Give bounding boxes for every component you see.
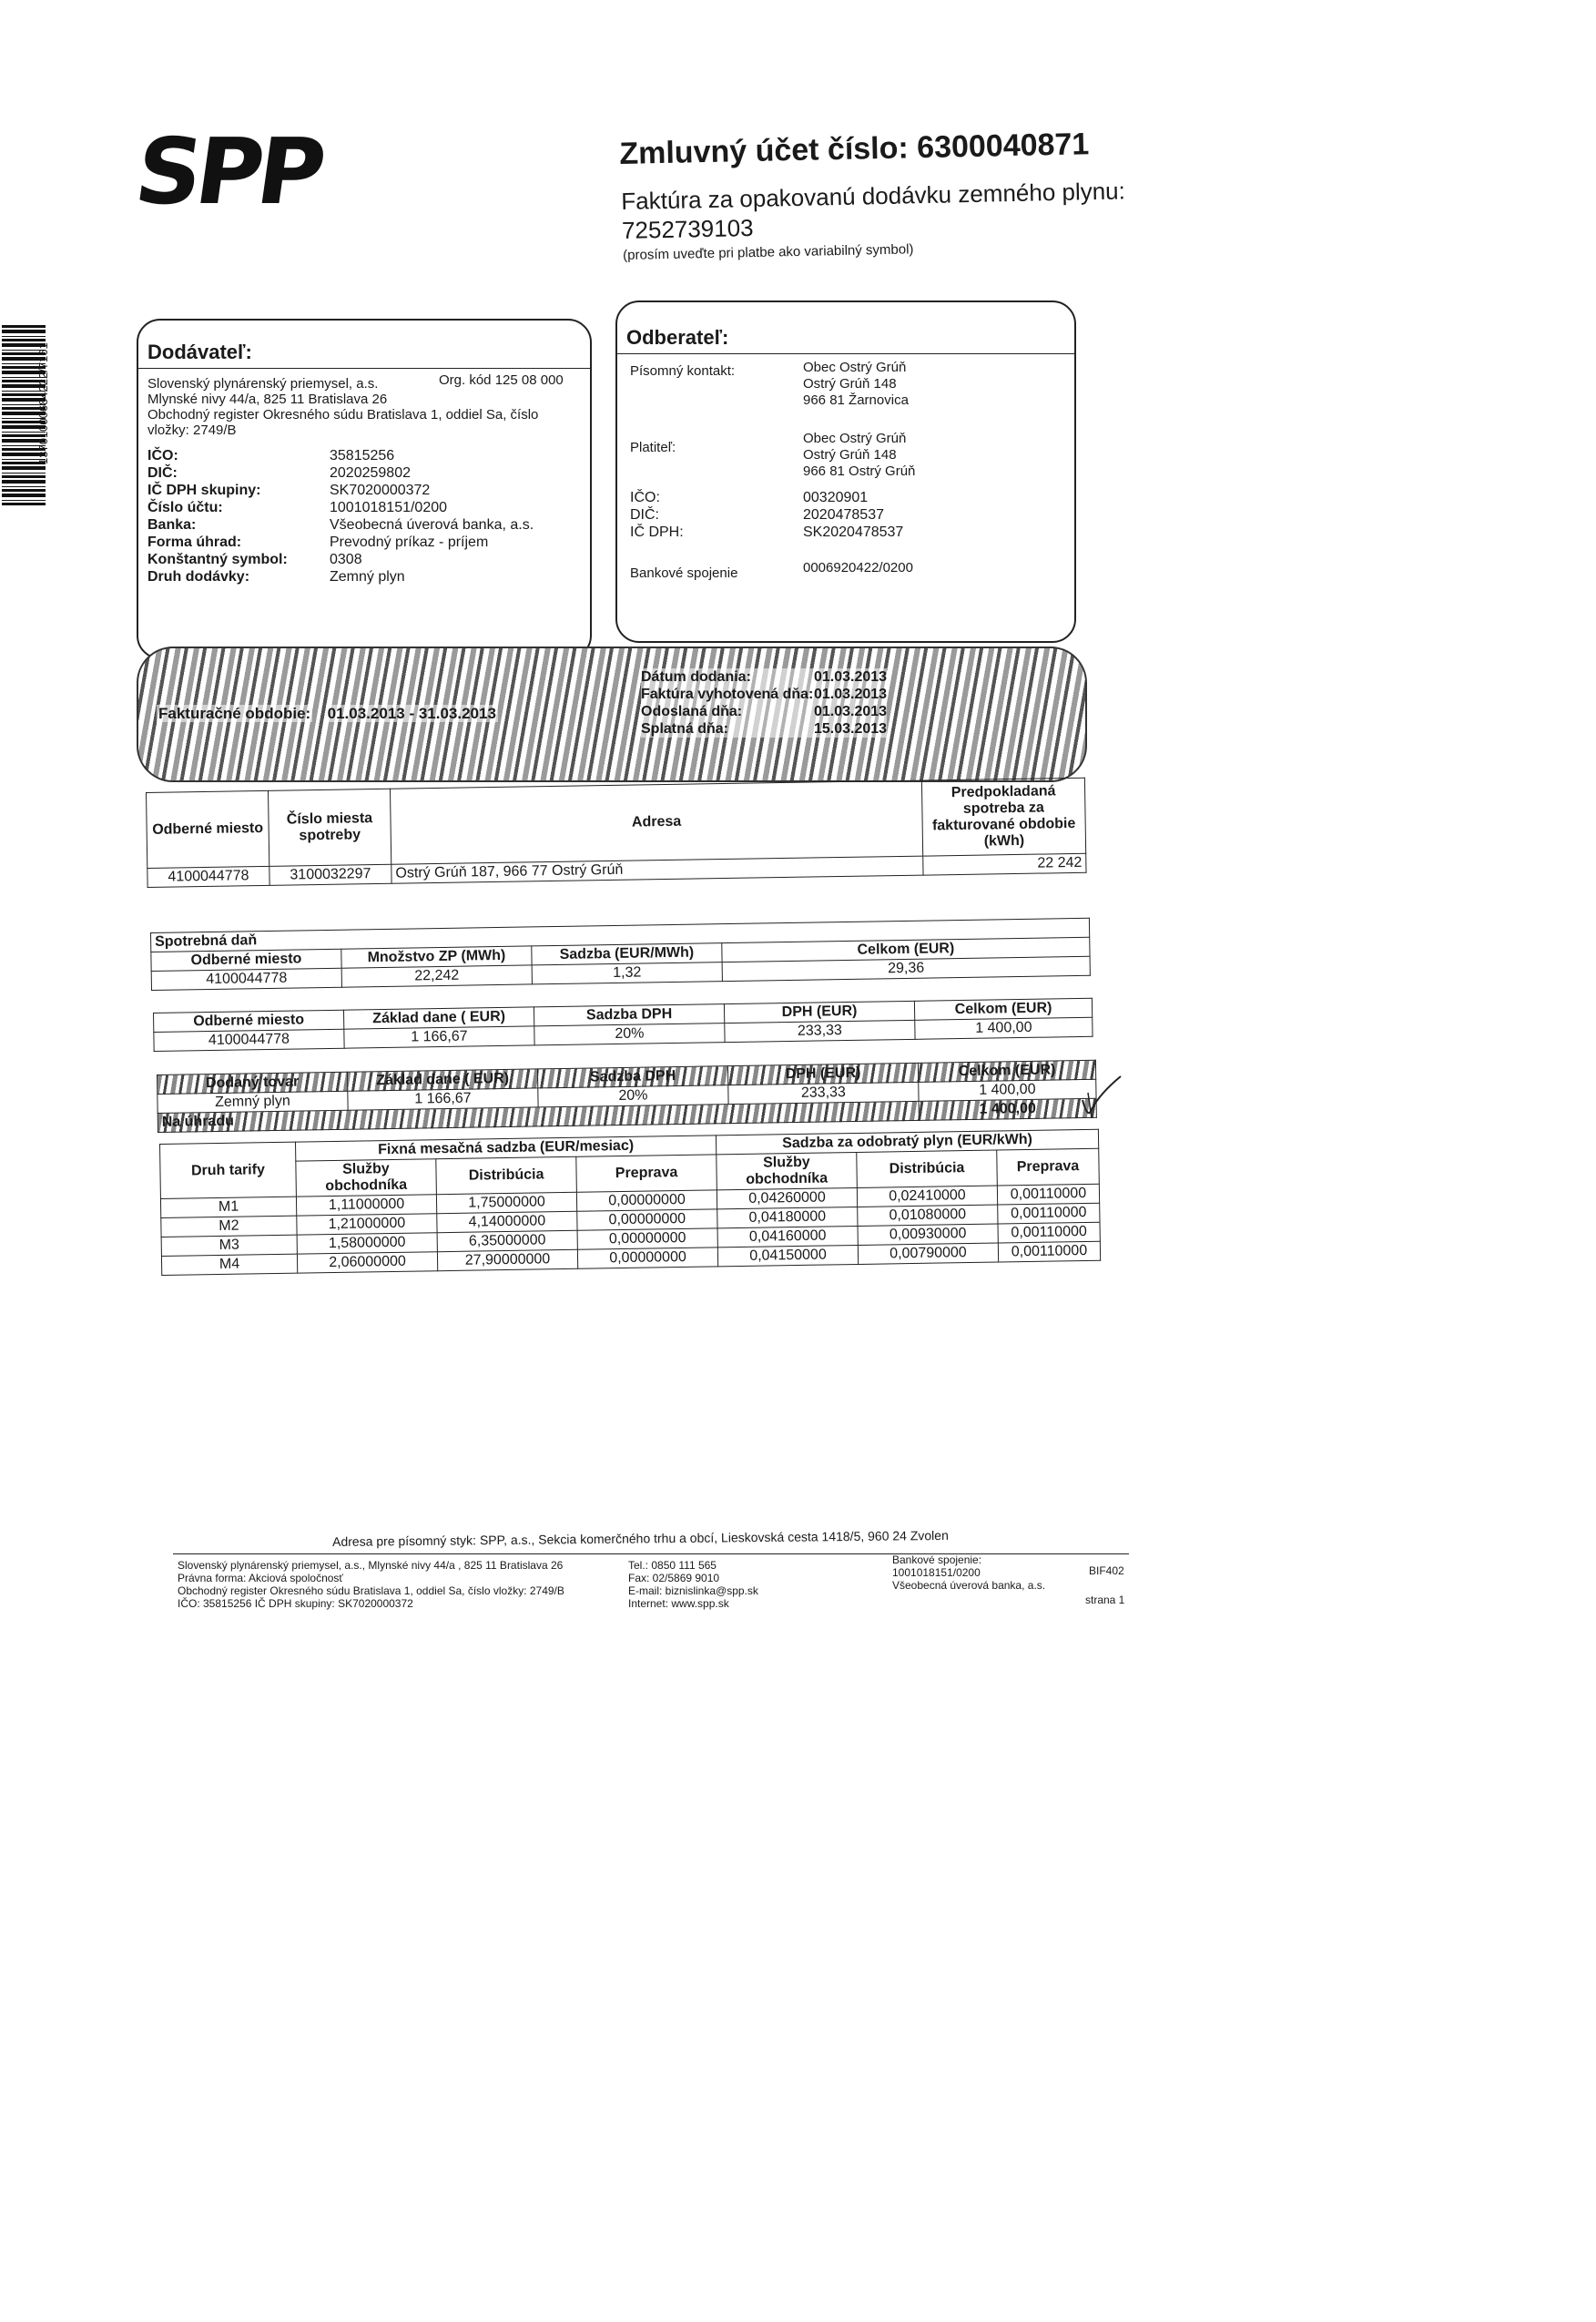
col-header: Distribúcia (436, 1156, 577, 1194)
written-contact-label: Písomný kontakt: (630, 363, 736, 379)
col-header: Distribúcia (857, 1150, 998, 1187)
tariff-cell: 0,00110000 (997, 1184, 1099, 1205)
col-header: Predpokladaná spotreba za fakturované obdobie (kWh) (921, 778, 1085, 856)
field-value: SK2020478537 (803, 524, 904, 540)
field-label: Druh dodávky: (147, 569, 250, 585)
tariff-cell: 0,00110000 (998, 1222, 1100, 1243)
tariff-cell: 6,35000000 (437, 1230, 577, 1251)
field-value: Prevodný príkaz - príjem (330, 535, 489, 550)
footer-line: IČO: 35815256 IČ DPH skupiny: SK7020000372 (178, 1597, 413, 1610)
field-value: 1001018151/0200 (330, 500, 448, 515)
field-label: DIČ: (147, 465, 178, 481)
period-date-row (641, 668, 887, 686)
supplier-field (147, 568, 581, 586)
cell: 22 242 (923, 853, 1086, 875)
delivered-goods-table (157, 1060, 1097, 1133)
customer-box (615, 300, 1076, 643)
page-number: strana 1 (1085, 1594, 1125, 1606)
footer-line: Internet: www.spp.sk (628, 1597, 729, 1610)
tariff-cell: 2,06000000 (297, 1252, 437, 1273)
col-header: Druh tarify (160, 1142, 297, 1198)
col-header: Sadzba DPH (534, 1004, 724, 1026)
date-label: Splatná dňa: (641, 720, 814, 738)
tariff-name: M1 (160, 1197, 296, 1217)
cell: 29,36 (722, 956, 1090, 981)
footer-line: 1001018151/0200 (892, 1566, 981, 1579)
period-dates (641, 668, 887, 738)
spp-logo: SPP (128, 118, 327, 225)
field-label: Číslo účtu: (147, 500, 223, 515)
field-value: 0308 (330, 552, 362, 567)
field-value: 2020478537 (803, 507, 884, 523)
contract-label: Zmluvný účet číslo: (619, 130, 910, 171)
footer-line: Fax: 02/5869 9010 (628, 1572, 720, 1584)
col-header: Adresa (390, 780, 922, 864)
cell: 3100032297 (269, 864, 391, 885)
supplier-field (147, 464, 581, 482)
supplier-register: Obchodný register Okresného súdu Bratislava 1, oddiel Sa, číslo vložky: 2749/B (147, 407, 539, 438)
field-label: IČO: (147, 448, 178, 463)
written-contact-line: Ostrý Grúň 148 (803, 376, 897, 392)
tariff-cell: 0,04160000 (717, 1226, 858, 1247)
field-label: Forma úhrad: (147, 535, 242, 550)
payment-note: (prosím uveďte pri platbe ako variabilný symbol) (623, 241, 914, 263)
footer-address: Adresa pre písomný styk: SPP, a.s., Sekcia komerčného trhu a obcí, Lieskovská cesta 1418/5, 960 24 Zvolen (331, 1527, 949, 1549)
cell: 20% (538, 1085, 728, 1107)
excise-tax-table (150, 918, 1091, 991)
col-header: Celkom (EUR) (914, 998, 1092, 1020)
total-value: 1 400,00 (919, 1098, 1096, 1120)
bank-label: Bankové spojenie (630, 565, 738, 581)
supplier-title: Dodávateľ: (138, 337, 590, 369)
field-label: Banka: (147, 517, 197, 533)
payer-line: Obec Ostrý Grúň (803, 431, 907, 446)
tariff-cell: 1,75000000 (436, 1192, 576, 1213)
tariff-cell: 0,00930000 (858, 1224, 998, 1245)
form-code: BIF402 (1089, 1564, 1124, 1577)
customer-fields (630, 489, 1049, 541)
field-value: 35815256 (330, 448, 395, 463)
field-value: 00320901 (803, 490, 869, 505)
field-label: IČO: (630, 490, 660, 505)
group-header: Fixná mesačná sadzba (EUR/mesiac) (295, 1136, 716, 1161)
col-header: Sadzba (EUR/MWh) (532, 943, 722, 965)
tariff-cell: 1,21000000 (297, 1214, 437, 1235)
col-header: Preprava (576, 1155, 717, 1192)
col-header: Odberné miesto (154, 1010, 344, 1032)
cell: 4100044778 (147, 866, 269, 887)
date-value: 01.03.2013 (814, 669, 888, 685)
tariff-cell: 0,00000000 (577, 1228, 717, 1249)
supplier-field (147, 551, 581, 568)
cell: 4100044778 (154, 1029, 344, 1051)
col-header: Sadzba DPH (537, 1066, 727, 1088)
payer-label: Platiteľ: (630, 440, 676, 455)
col-header: Preprava (997, 1148, 1100, 1186)
tariff-cell: 0,00110000 (998, 1241, 1100, 1262)
supplier-address: Mlynské nivy 44/a, 825 11 Bratislava 26 (147, 392, 388, 407)
date-value: 01.03.2013 (814, 687, 888, 702)
invoice-title: Faktúra za opakovanú dodávku zemného plynu: (621, 177, 1126, 215)
col-header: Dodaný tovar (158, 1072, 348, 1094)
col-header: Základ dane ( EUR) (343, 1007, 534, 1029)
cell: 233,33 (725, 1020, 915, 1042)
tariff-cell: 0,01080000 (858, 1205, 998, 1226)
col-header: Odberné miesto (151, 949, 341, 971)
field-label: DIČ: (630, 507, 659, 523)
supplier-field (147, 482, 581, 499)
contract-number: 6300040871 (916, 127, 1090, 166)
field-label: IČ DPH: (630, 524, 684, 540)
supplier-field (147, 447, 581, 464)
cell: 233,33 (728, 1082, 919, 1104)
footer-line: Bankové spojenie: (892, 1553, 982, 1566)
tariff-cell: 0,00110000 (998, 1203, 1100, 1224)
tariff-name: M3 (161, 1235, 297, 1256)
tariff-cell: 1,58000000 (297, 1233, 437, 1254)
billing-period (157, 705, 498, 723)
payer-line: 966 81 Ostrý Grúň (803, 463, 916, 479)
total-label: Na úhradu (158, 1101, 919, 1132)
written-contact-line: Obec Ostrý Grúň (803, 360, 907, 375)
col-header: DPH (EUR) (727, 1063, 918, 1085)
supplier-field (147, 499, 581, 516)
footer-contact (628, 1559, 758, 1610)
col-header: Základ dane ( EUR) (347, 1069, 537, 1091)
consumption-place-table (146, 778, 1087, 888)
tariff-cell: 0,00000000 (577, 1248, 717, 1268)
col-header: Množstvo ZP (MWh) (341, 946, 532, 968)
cell: 1 400,00 (915, 1017, 1093, 1039)
tariff-cell: 0,02410000 (857, 1186, 997, 1207)
written-contact (803, 360, 909, 409)
tariff-name: M2 (161, 1216, 297, 1237)
date-label: Odoslaná dňa: (641, 703, 814, 720)
col-header: Celkom (EUR) (722, 937, 1090, 962)
cell: 1 400,00 (919, 1079, 1096, 1101)
footer-line: E-mail: biznislinka@spp.sk (628, 1584, 758, 1597)
tariff-cell: 0,00000000 (577, 1209, 717, 1230)
group-header: Sadzba za odobratý plyn (EUR/kWh) (716, 1129, 1098, 1155)
tariff-cell: 27,90000000 (437, 1249, 577, 1270)
col-header: Služby obchodníka (717, 1152, 858, 1189)
payer-line: Ostrý Grúň 148 (803, 447, 897, 463)
cell: 22,242 (341, 965, 532, 987)
footer-line: Obchodný register Okresného súdu Bratislava 1, oddiel Sa, číslo vložky: 2749/B (178, 1584, 564, 1597)
date-label: Faktúra vyhotovená dňa: (641, 687, 814, 702)
footer-line: Právna forma: Akciová spoločnosť (178, 1572, 343, 1584)
supplier-org-code: Org. kód 125 08 000 (439, 372, 564, 388)
footer-line: Všeobecná úverová banka, a.s. (892, 1579, 1046, 1592)
field-value: Všeobecná úverová banka, a.s. (330, 517, 534, 533)
col-header: Celkom (EUR) (918, 1060, 1095, 1082)
tariff-cell: 0,00000000 (576, 1190, 717, 1211)
field-value: Zemný plyn (330, 569, 405, 585)
vat-table (153, 998, 1093, 1052)
supplier-field (147, 534, 581, 551)
payer (803, 431, 915, 480)
cell: 4100044778 (151, 968, 341, 990)
date-value: 01.03.2013 (814, 704, 888, 719)
period-date-row (641, 703, 887, 720)
excise-title: Spotrebná daň (151, 918, 1090, 952)
tariff-cell: 1,11000000 (296, 1195, 436, 1216)
footer-company (178, 1559, 564, 1610)
invoice-heading (621, 176, 1126, 245)
checkmark-signature (1079, 1074, 1124, 1125)
tariff-table (159, 1129, 1101, 1276)
invoice-number: 7252739103 (621, 213, 754, 244)
period-label: Fakturačné obdobie: (158, 705, 311, 722)
footer-line: Tel.: 0850 111 565 (628, 1559, 717, 1572)
field-label: IČ DPH skupiny: (147, 483, 261, 498)
tariff-cell: 0,04260000 (717, 1187, 857, 1208)
cell: Zemný plyn (158, 1091, 348, 1113)
col-header: Odberné miesto (147, 790, 269, 868)
period-date-row (641, 720, 887, 738)
col-header: Číslo miesta spotreby (268, 789, 391, 866)
contract-heading (619, 127, 1090, 172)
col-header: Služby obchodníka (296, 1159, 437, 1197)
tariff-cell: 4,14000000 (437, 1211, 577, 1232)
supplier-field (147, 516, 581, 534)
billing-period-band (137, 647, 1087, 782)
col-header: DPH (EUR) (724, 1001, 914, 1023)
footer-bank (892, 1553, 1045, 1592)
customer-title: Odberateľ: (617, 322, 1074, 354)
cell: 1 166,67 (344, 1026, 534, 1048)
cell: Ostrý Grúň 187, 966 77 Ostrý Grúň (391, 856, 923, 883)
barcode-text: 13701000684222/7161 (36, 342, 50, 464)
footer-line: Slovenský plynárenský priemysel, a.s., Mlynské nivy 44/a , 825 11 Bratislava 26 (178, 1559, 564, 1572)
tariff-cell: 0,04180000 (717, 1207, 858, 1227)
customer-field (630, 489, 1049, 506)
field-value: SK7020000372 (330, 483, 431, 498)
customer-field (630, 524, 1049, 541)
field-value: 2020259802 (330, 465, 411, 481)
field-label: Konštantný symbol: (147, 552, 288, 567)
period-date-row (641, 686, 887, 703)
cell: 20% (534, 1024, 725, 1045)
cell: 1,32 (532, 962, 722, 984)
bank-value: 0006920422/0200 (803, 560, 913, 575)
cell: 1 166,67 (348, 1088, 538, 1110)
period-value: 01.03.2013 - 31.03.2013 (327, 705, 496, 722)
date-value: 15.03.2013 (814, 721, 888, 737)
tariff-cell: 0,00790000 (858, 1243, 998, 1264)
supplier-box (137, 319, 592, 659)
supplier-name: Slovenský plynárenský priemysel, a.s. (147, 376, 379, 392)
customer-field (630, 506, 1049, 524)
supplier-fields (138, 438, 590, 586)
date-label: Dátum dodania: (641, 668, 814, 686)
tariff-rows (160, 1184, 1100, 1275)
written-contact-line: 966 81 Žarnovica (803, 392, 909, 408)
tariff-cell: 0,04150000 (717, 1245, 858, 1266)
tariff-name: M4 (161, 1254, 297, 1275)
